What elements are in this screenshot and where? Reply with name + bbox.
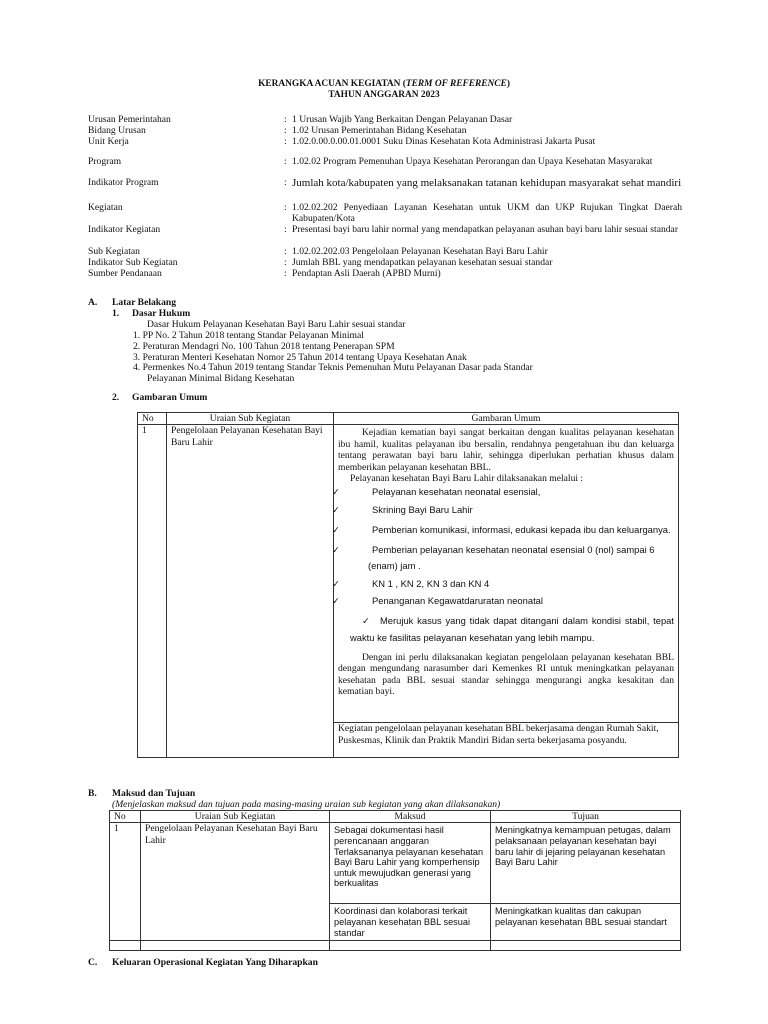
info-label: Bidang Urusan (88, 125, 146, 136)
overview-paragraph: Dengan ini perlu dilaksanakan kegiatan pengelolaan pelayanan kesehatan BBL dengan mengundang narasumber dari Kemenkes RI untuk meningkatkan pelayanan kesehatan pada BBL sesuai standar sehingga mengurangi angka kesakitan dan kematian bayi. (338, 651, 674, 698)
check-icon: ✓ (332, 486, 340, 498)
section-b-letter: B. (88, 788, 97, 799)
law-item: 1. PP No. 2 Tahun 2018 tentang Standar Pelayanan Minimal (133, 330, 364, 341)
info-colon: : (284, 156, 287, 167)
info-colon: : (284, 114, 287, 125)
sub2-number: 2. (112, 392, 120, 403)
row-number: 1 (138, 425, 167, 758)
list-item (338, 612, 674, 646)
law-item: 4. Permenkes No.4 Tahun 2019 tentang Standar Teknis Pemenuhan Mutu Pelayanan Dasar pada Standar (133, 362, 533, 373)
check-icon: ✓ (332, 523, 340, 535)
purpose-cell: Koordinasi dan kolaborasi terkait pelayanan kesehatan BBL sesuai standar (330, 904, 491, 941)
info-label: Unit Kerja (88, 136, 129, 147)
info-colon: : (284, 246, 287, 257)
check-icon: ✓ (332, 543, 340, 555)
column-header: Uraian Sub Kegiatan (141, 811, 330, 823)
column-header: Tujuan (491, 811, 681, 823)
info-label: Sumber Pendanaan (88, 268, 162, 279)
info-label: Indikator Program (88, 177, 159, 188)
table-header-row (110, 811, 681, 823)
title-text: KERANGKA ACUAN KEGIATAN ( (258, 79, 406, 89)
info-value: 1.02.0.00.0.00.01.0001 Suku Dinas Kesehatan Kota Administrasi Jakarta Pusat (292, 136, 596, 147)
overview-cell (334, 425, 679, 723)
law-item: 3. Peraturan Menteri Kesehatan Nomor 25 Tahun 2014 tentang Upaya Kesehatan Anak (133, 352, 467, 363)
info-value: Pendaptan Asli Daerah (APBD Murni) (292, 268, 441, 279)
list-item (332, 485, 674, 500)
list-item (332, 577, 674, 592)
sub-activity-name: Pengelolaan Pelayanan Kesehatan Bayi Baru Lahir (167, 425, 334, 758)
list-item-text: Pemberian komunikasi, informasi, edukasi kepada ibu dan keluarganya. (372, 523, 671, 535)
sub-activity-name: Pengelolaan Pelayanan Kesehatan Bayi Baru Lahir (141, 823, 330, 941)
check-icon: ✓ (332, 577, 340, 589)
sub1-number: 1. (112, 308, 120, 319)
info-value: Jumlah kota/kabupaten yang melaksanakan tatanan kehidupan masyarakat sehat mandiri (292, 177, 682, 189)
column-header: No (110, 811, 141, 823)
check-icon: ✓ (332, 504, 340, 516)
legal-intro: Dasar Hukum Pelayanan Kesehatan Bayi Baru Lahir sesuai standar (147, 319, 406, 330)
table-row (110, 823, 681, 904)
empty-cell (330, 941, 491, 951)
list-item (332, 521, 674, 539)
info-colon: : (284, 125, 287, 136)
info-label: Kegiatan (88, 202, 123, 213)
info-label: Program (88, 156, 122, 167)
goal-cell: Meningkatnya kemampuan petugas, dalam pelaksanaan pelayanan kesehatan bayi baru lahir di jejaring pelayanan kesehatan Bayi Baru Lahir (491, 823, 681, 904)
info-value: 1 Urusan Wajib Yang Berkaitan Dengan Pelayanan Dasar (292, 114, 513, 125)
column-header: Gambaran Umum (334, 413, 679, 425)
info-value: Presentasi bayi baru lahir normal yang mendapatkan pelayanan asuhan bayi baru lahir sesuai standar (292, 224, 679, 235)
section-b-subtitle: (Menjelaskan maksud dan tujuan pada masing-masing uraian sub kegiatan yang akan dilaksanakan) (112, 799, 501, 810)
overview-paragraph: Kejadian kematian bayi sangat berkaitan dengan kualitas pelayanan kesehatan ibu hamil, kualitas pelayanan ibu bersalin, rendahnya pengetahuan ibu dan keluarga tentang perawatan bayi baru lahir, sehingga diperlukan perhatian khusus dalam memberikan pelayanan kesehatan BBL. (338, 427, 674, 473)
document-title (0, 79, 768, 90)
title-italic: TERM OF REFERENCE (405, 79, 507, 89)
law-item: 2. Peraturan Mendagri No. 100 Tahun 2018 tentang Penerapan SPM (133, 341, 395, 352)
goal-cell: Meningkatkan kualitas dan cakupan pelayanan kesehatan BBL sesuai standart (491, 904, 681, 941)
info-colon: : (284, 257, 287, 268)
purpose-cell: Sebagai dokumentasi hasil perencanaan anggaran Terlaksananya pelayanan kesehatan Bayi Baru Lahir yang komperhensip untuk mewujudkan generasi yang berkualitas (330, 823, 491, 904)
section-c-title: Keluaran Operasional Kegiatan Yang Diharapkan (112, 957, 318, 968)
service-list (332, 485, 674, 645)
section-a-title: Latar Belakang (112, 297, 177, 308)
list-item (332, 542, 674, 574)
info-label: Sub Kegiatan (88, 246, 140, 257)
sub2-title: Gambaran Umum (132, 392, 208, 403)
list-item-text: Pelayanan kesehatan neonatal esensial, (372, 486, 541, 498)
info-colon: : (284, 202, 287, 213)
list-item-text: KN 1 , KN 2, KN 3 dan KN 4 (372, 577, 490, 589)
check-icon: ✓ (332, 595, 340, 607)
overview-cell: Kegiatan pengelolaan pelayanan kesehatan BBL bekerjasama dengan Rumah Sakit, Puskesmas, Klinik dan Praktik Mandiri Bidan serta bekerjasama posyandu. (334, 723, 679, 758)
info-value: 1.02 Urusan Pemerintahan Bidang Kesehatan (292, 125, 467, 136)
list-item-text: Pemberian pelayanan kesehatan neonatal esensial 0 (nol) sampai 6 (enam) jam . (368, 543, 655, 571)
info-value: 1.02.02.202 Penyediaan Layanan Kesehatan untuk UKM dan UKP Rujukan Tingkat Daerah Kabupaten/Kota (292, 202, 682, 225)
list-item-text: Merujuk kasus yang tidak dapat ditangani dalam kondisi stabil, tepat waktu ke fasilitas pelayanan kesehatan yang lebih mampu. (350, 614, 674, 643)
list-item (332, 503, 674, 518)
info-value: 1.02.02.202.03 Pengelolaan Pelayanan Kesehatan Bayi Baru Lahir (292, 246, 548, 257)
empty-cell (141, 941, 330, 951)
gambaran-umum-table (137, 412, 679, 758)
section-c-letter: C. (88, 957, 98, 968)
section-a-letter: A. (88, 297, 98, 308)
overview-paragraph: Pelayanan kesehatan Bayi Baru Lahir dilaksanakan melalui : (350, 473, 584, 485)
info-label: Indikator Sub Kegiatan (88, 257, 178, 268)
column-header: Maksud (330, 811, 491, 823)
sub1-title: Dasar Hukum (132, 308, 191, 319)
check-icon: ✓ (362, 614, 370, 626)
info-colon: : (284, 224, 287, 235)
info-value: 1.02.02 Program Pemenuhan Upaya Kesehatan Perorangan dan Upaya Kesehatan Masyarakat (292, 156, 653, 167)
section-b-title: Maksud dan Tujuan (112, 788, 196, 799)
document-subtitle: TAHUN ANGGARAN 2023 (328, 90, 440, 100)
column-header: No (138, 413, 167, 425)
info-label: Urusan Pemerintahan (88, 114, 171, 125)
list-item-text: Penanganan Kegawatdaruratan neonatal (372, 595, 543, 607)
list-item (332, 594, 674, 609)
column-header: Uraian Sub Kegiatan (167, 413, 334, 425)
empty-cell (491, 941, 681, 951)
info-colon: : (284, 136, 287, 147)
maksud-tujuan-table (109, 810, 681, 951)
row-number: 1 (110, 823, 141, 941)
table-row-empty (110, 941, 681, 951)
law-item-continued: Pelayanan Minimal Bidang Kesehatan (147, 373, 295, 384)
table-row (138, 425, 679, 723)
list-item-text: Skrining Bayi Baru Lahir (372, 504, 473, 516)
info-colon: : (284, 177, 287, 188)
table-header-row (138, 413, 679, 425)
info-colon: : (284, 268, 287, 279)
info-label: Indikator Kegiatan (88, 224, 161, 235)
title-text-end: ) (506, 79, 510, 89)
empty-cell (110, 941, 141, 951)
info-value: Jumlah BBL yang mendapatkan pelayanan kesehatan sesuai standar (292, 257, 553, 268)
